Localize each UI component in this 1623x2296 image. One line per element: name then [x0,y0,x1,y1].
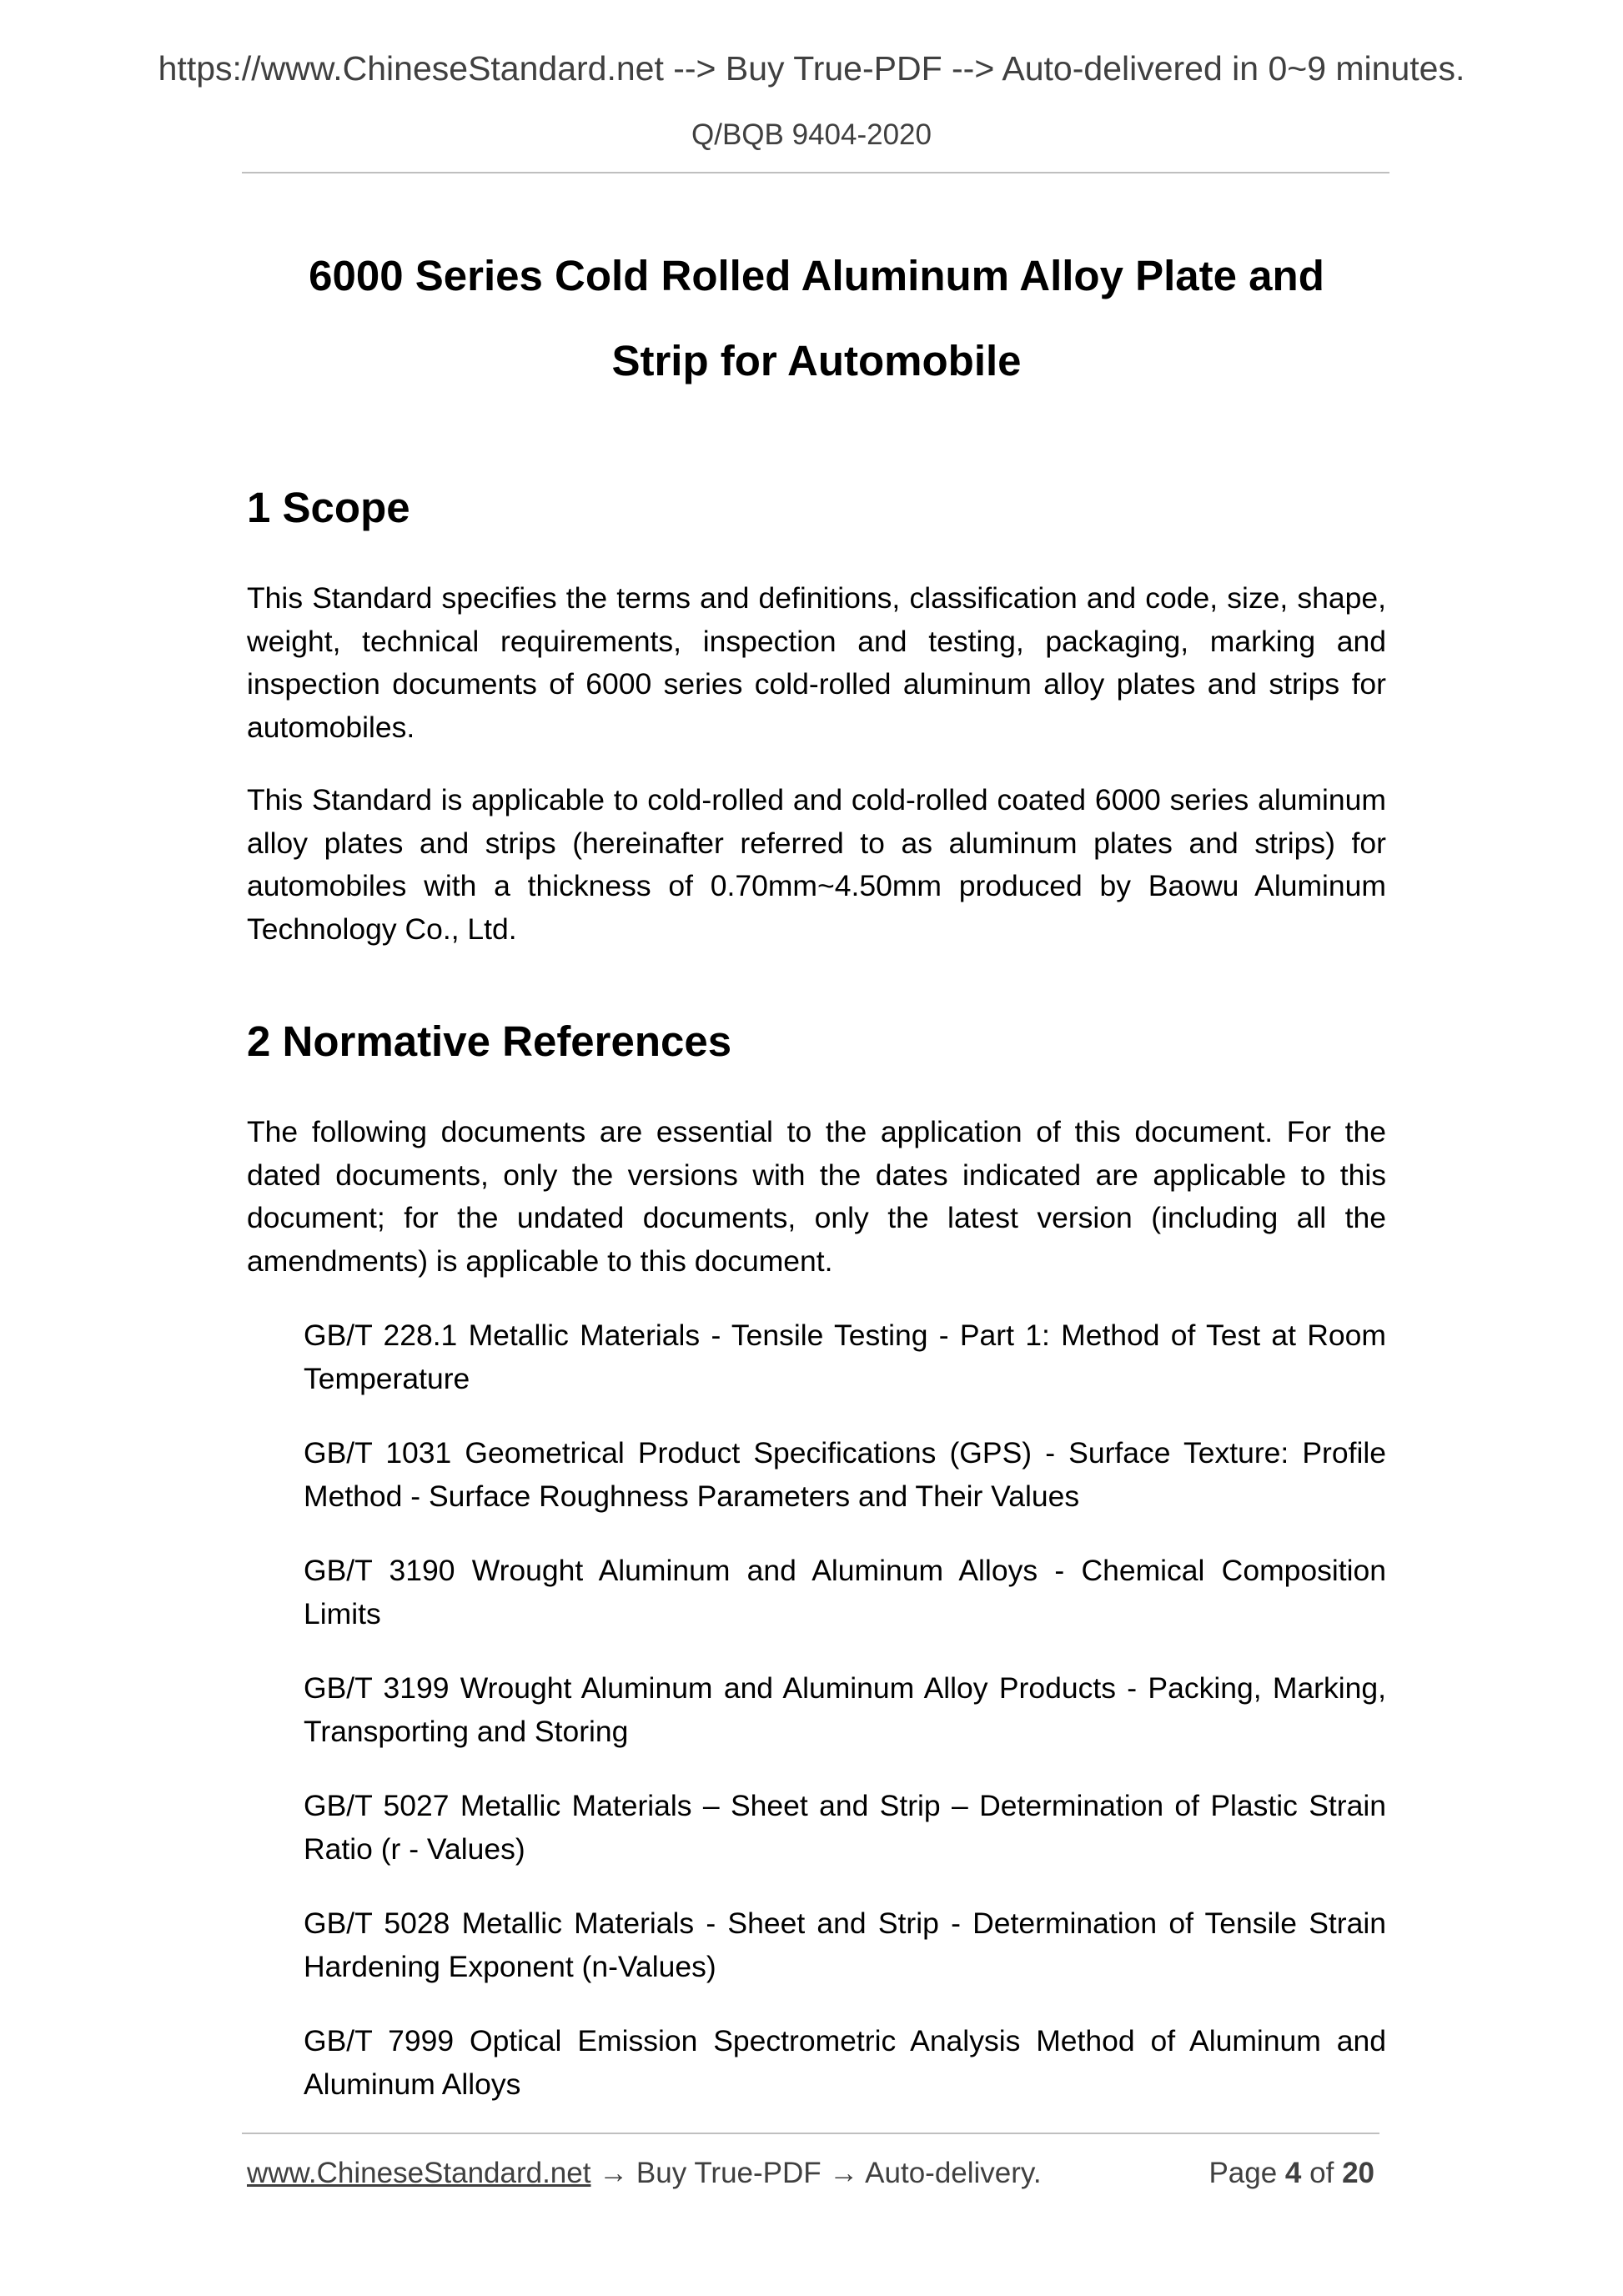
document-code: Q/BQB 9404-2020 [691,118,932,151]
reference-item: GB/T 5027 Metallic Materials – Sheet and Strip – Determination of Plastic Strain Ratio (r - Values) [304,1789,1386,1866]
page-total: 20 [1342,2157,1374,2189]
reference-item: GB/T 3199 Wrought Aluminum and Aluminum Alloy Products - Packing, Marking, Transporting and Storing [304,1671,1386,1748]
section-heading-normative-references: 2 Normative References [247,1017,732,1065]
reference-item: GB/T 5028 Metallic Materials - Sheet and Strip - Determination of Tensile Strain Hardening Exponent (n-Values) [304,1907,1386,1983]
reference-item: GB/T 228.1 Metallic Materials - Tensile Testing - Part 1: Method of Test at Room Temperature [304,1319,1386,1395]
reference-item: GB/T 3190 Wrought Aluminum and Aluminum Alloys - Chemical Composition Limits [304,1554,1386,1630]
scope-paragraph-2: This Standard is applicable to cold-rolled and cold-rolled coated 6000 series aluminum alloy plates and strips (hereinafter referred to as aluminum plates and strips) for automobiles with a thickness of 0.70mm~4.50mm produced by Baowu Aluminum Technology Co., Ltd. [247,783,1386,946]
reference-item: GB/T 7999 Optical Emission Spectrometric Analysis Method of Aluminum and Aluminum Alloys [304,2024,1386,2101]
footer-site-link[interactable]: www.ChineseStandard.net [247,2157,591,2189]
references-intro: The following documents are essential to the application of this document. For the dated documents, only the versions with the dates indicated are applicable to this document; for the undated documents, only the latest version (including all the amendments) is applicable to this document. [247,1115,1386,1278]
top-banner: https://www.ChineseStandard.net --> Buy True-PDF --> Auto-delivered in 0~9 minutes. [158,49,1465,88]
title-line-2: Strip for Automobile [611,337,1022,384]
page-indicator [1208,2152,1374,2195]
reference-item: GB/T 1031 Geometrical Product Specifications (GPS) - Surface Texture: Profile Method - Surface Roughness Parameters and Their Values [304,1436,1386,1513]
page-number: 4 [1284,2157,1302,2189]
section-heading-scope: 1 Scope [247,484,410,531]
scope-paragraph-1: This Standard specifies the terms and definitions, classification and code, size, shape, weight, technical requirements, inspection and testing, packaging, marking and inspection documents of 6000 series cold-rolled aluminum alloy plates and strips for automobiles. [247,581,1386,744]
document-title [247,234,1386,404]
title-line-1: 6000 Series Cold Rolled Aluminum Alloy Plate and [309,252,1324,299]
reference-list [247,1314,1386,2106]
footer-promo [247,2152,1042,2195]
page-label: Page [1208,2157,1278,2189]
header-divider [242,172,1389,173]
footer-divider [242,2133,1379,2134]
footer-promo-text: → Buy True-PDF → Auto-delivery. [599,2157,1042,2189]
page-content [247,234,1386,2106]
page-of-label: of [1309,2157,1334,2189]
